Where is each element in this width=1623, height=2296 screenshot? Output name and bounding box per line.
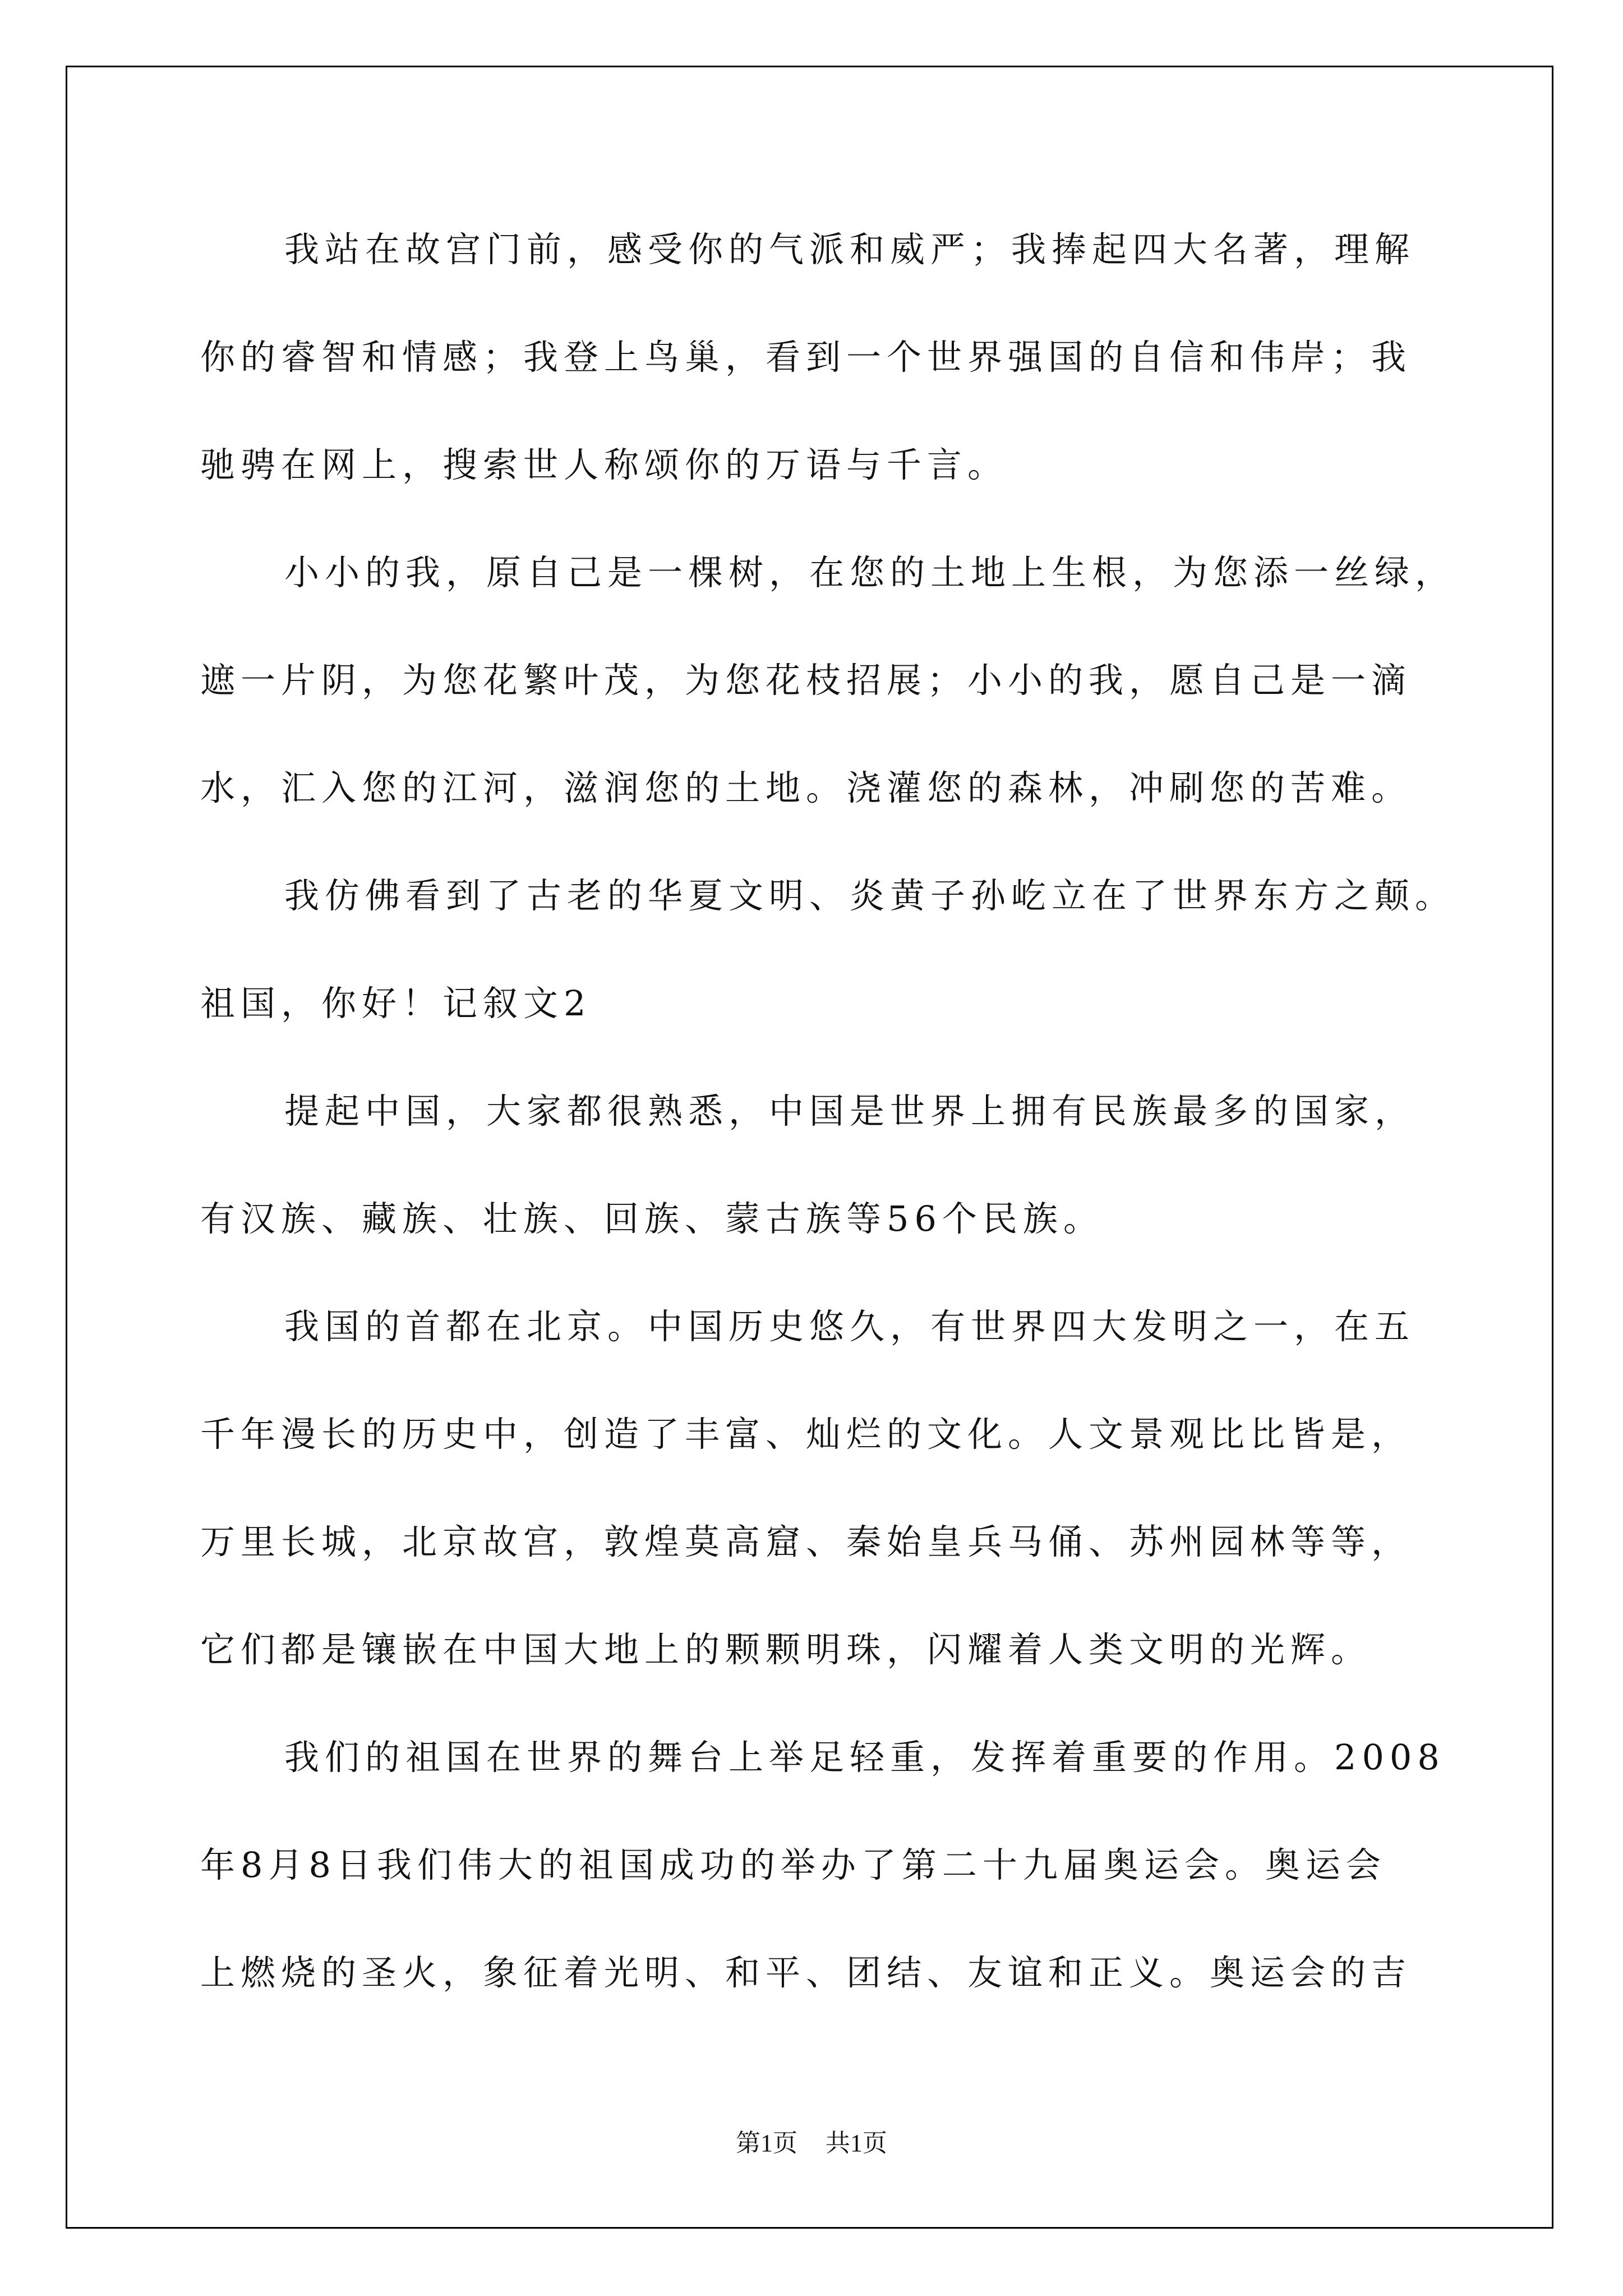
paragraph-line: 你的睿智和情感；我登上鸟巢，看到一个世界强国的自信和伟岸；我 [200,337,1412,378]
paragraph-line: 我国的首都在北京。中国历史悠久，有世界四大发明之一，在五 [284,1306,1415,1347]
paragraph-line: 万里长城，北京故宫，敦煌莫高窟、秦始皇兵马俑、苏州园林等等， [200,1521,1412,1562]
paragraph-line: 我站在故宫门前，感受你的气派和威严；我捧起四大名著，理解 [284,229,1415,270]
paragraph-line: 上燃烧的圣火，象征着光明、和平、团结、友谊和正义。奥运会的吉 [200,1952,1412,1993]
paragraph-line: 提起中国，大家都很熟悉，中国是世界上拥有民族最多的国家， [284,1091,1415,1131]
section-heading: 祖国，你好！记叙文2 [200,983,592,1024]
paragraph-line: 遮一片阴，为您花繁叶茂，为您花枝招展；小小的我，愿自己是一滴 [200,660,1412,701]
paragraph-line: 水，汇入您的江河，滋润您的土地。浇灌您的森林，冲刷您的苦难。 [200,767,1412,808]
page-total: 共1页 [826,2129,887,2157]
paragraph-line: 千年漫长的历史中，创造了丰富、灿烂的文化。人文景观比比皆是， [200,1414,1412,1455]
paragraph-line: 年8月8日我们伟大的祖国成功的举办了第二十九届奥运会。奥运会 [200,1844,1386,1885]
paragraph-line: 它们都是镶嵌在中国大地上的颗颗明珠，闪耀着人类文明的光辉。 [200,1629,1372,1670]
page-number: 第1页 [736,2129,797,2157]
paragraph-line: 驰骋在网上，搜索世人称颂你的万语与千言。 [200,444,1008,485]
paragraph-line: 有汉族、藏族、壮族、回族、蒙古族等56个民族。 [200,1198,1104,1239]
paragraph-line: 小小的我，原自己是一棵树，在您的土地上生根，为您添一丝绿， [284,552,1456,593]
page-footer [0,2128,1623,2159]
page-frame [66,66,1553,2229]
paragraph-line: 我们的祖国在世界的舞台上举足轻重，发挥着重要的作用。2008 [284,1737,1445,1778]
paragraph-line: 我仿佛看到了古老的华夏文明、炎黄子孙屹立在了世界东方之颠。 [284,875,1456,916]
